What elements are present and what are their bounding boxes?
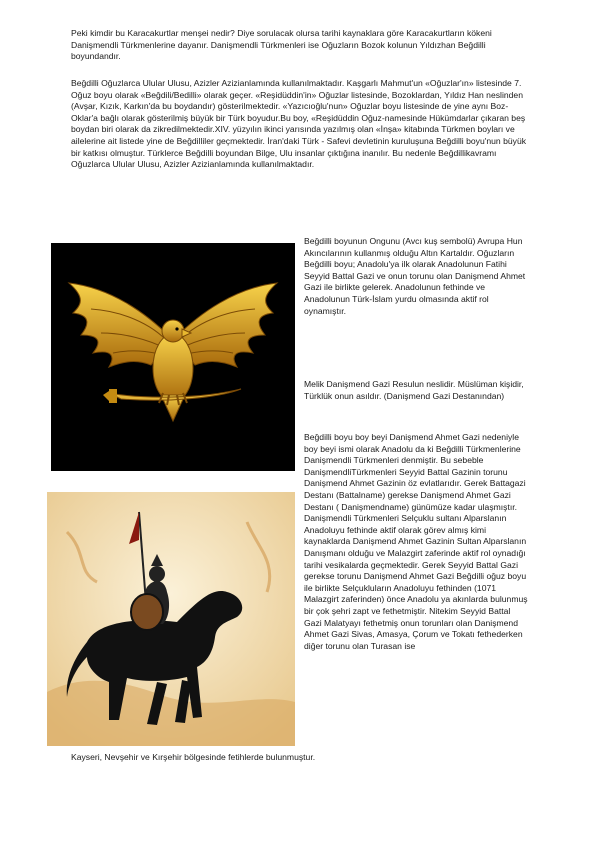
horse-rider-banner-icon [47, 492, 295, 746]
golden-eagle-sword-icon [51, 243, 295, 471]
ongun-paragraph: Beğdilli boyunun Ongunu (Avcı kuş sembolü) Avrupa Hun Akıncılarının kullanmış olduğu Altın Kartaldır. Oğuzların Beğdilli boyu; Anadolu'ya ilk olarak Anadolunun Fatihi Seyyid Battal Gazi ve onun torunu olan Danişmend Ahmet Gazi ile birlikte gelerek. Anadolunun fethinde ve Anadolunun Türk-İslam yurdu olmasında aktif rol oynamıştır. [304, 236, 526, 316]
danismend-paragraph: Beğdilli boyu boy beyi Danişmend Ahmet Gazi nedeniyle boy beyi ismi olarak Anadolu da ki Beğdilli Türkmenlerine Danişmendli Türkmenleri denmiştir. Bu sebeble DanişmendliTürkmenleri Seyyid Battal Gazinin torunu Danişmend Ahmet Gazinin öz evlatlarıdır. Gerek Battagazi Destanı (Battalname) gerekse Danişmend Ahmet Gazi Destanı ( Danişmendname) günümüze kadar ulaşmıştır. Danişmendli Türkmenleri Selçuklu sultanı Alparslanın Anadoluyu fethinde aktif olarak görev almış kimi kaynaklarda Danişmend Ahmet Gazinin Sultan Alparslanın Danışmanı olduğu ve Malazgirt zaferinde aktif rol oynadığı tarihi vesikalarda geçmektedir. Gerek Seyyid Battal Gazi gerekse torunu Danişmend Ahmet Gazi Beğdilli oğuz boyu ile birlikte Selçukluların Anadoluyu fethinden (1071 Malazgirt zaferinden) önce Anadolu ya akınlarda bulunmuş bir çok şehri zapt ve fethetmiştir. Nitekim Seyyid Battal Gazi Malatyayı fethetmiş onun torunları olan Danişmend Ahmet Gazi Sivas, Amasya, Çorum ve Tokatı fethederken diğer torunu olan Turasan ise [304, 432, 528, 651]
intro-paragraph: Peki kimdir bu Karacakurtlar menşei nedir? Diye sorulacak olursa tarihi kaynaklara göre Karacakurtların kökeni Danişmendli Türkmenlerine dayanır. Danişmendli Türkmenleri ise Oğuzların Bozok kolunun Yıldızhan Beğdilli boyundandır. [71, 28, 492, 62]
destan-quote: Melik Danişmend Gazi Resulun neslidir. Müslüman kişidir, Türklük onun asıldır. (Danişmend Gazi Destanından) [304, 379, 524, 401]
history-paragraph: Beğdilli Oğuzlarca Ulular Ulusu, Azizler Azizianlamında kullanılmaktadır. Kaşgarlı Mahmut'un «Oğuzlar'ın» listesinde 7. Oğuz boyu olarak «Beğdili/Bedilli» olarak geçer. «Reşidüddin'in» Oğuzlar listesinde, Bozoklardan, Yıldız Han neslinden (Avşar, Kızık, Karkın'da bu boydandır) gösterilmektedir. «Yazıcıoğlu'nun» Oğuzlar boyu listesinde de yine aynı Boz-Oklar'a bağlı olarak gösterilmiş büyük bir Türk boyudur.Bu boy, «Reşidüddin Oğuz-namesinde Hükümdarlar çıkaran beş boydan biri olarak da zikredilmektedir.XIV. yüzyılın ikinci yarısında yazılmış olan «İnşa» kitabında Türkmen boyları ve ailelerine ait listede yine de Beğdilliler geçmektedir. İran'daki Türk - Safevi devletinin kuruluşuna Beğdilli boyu'nun büyük bir katkısı olmuştur. Türklerce Beğdilli boyundan Bilge, Ulu insanlar çıktığına inanılır. Bu nedenle Beğdillikavramı Oğuzlarca Ulular Ulusu, Azizler Azizianlamında kullanılmaktadır. [71, 78, 527, 170]
closing-line: Kayseri, Nevşehir ve Kırşehir bölgesinde fetihlerde bulunmuştur. [71, 752, 316, 762]
horse-rider-illustration [47, 492, 295, 746]
golden-eagle-emblem-image [51, 243, 295, 471]
